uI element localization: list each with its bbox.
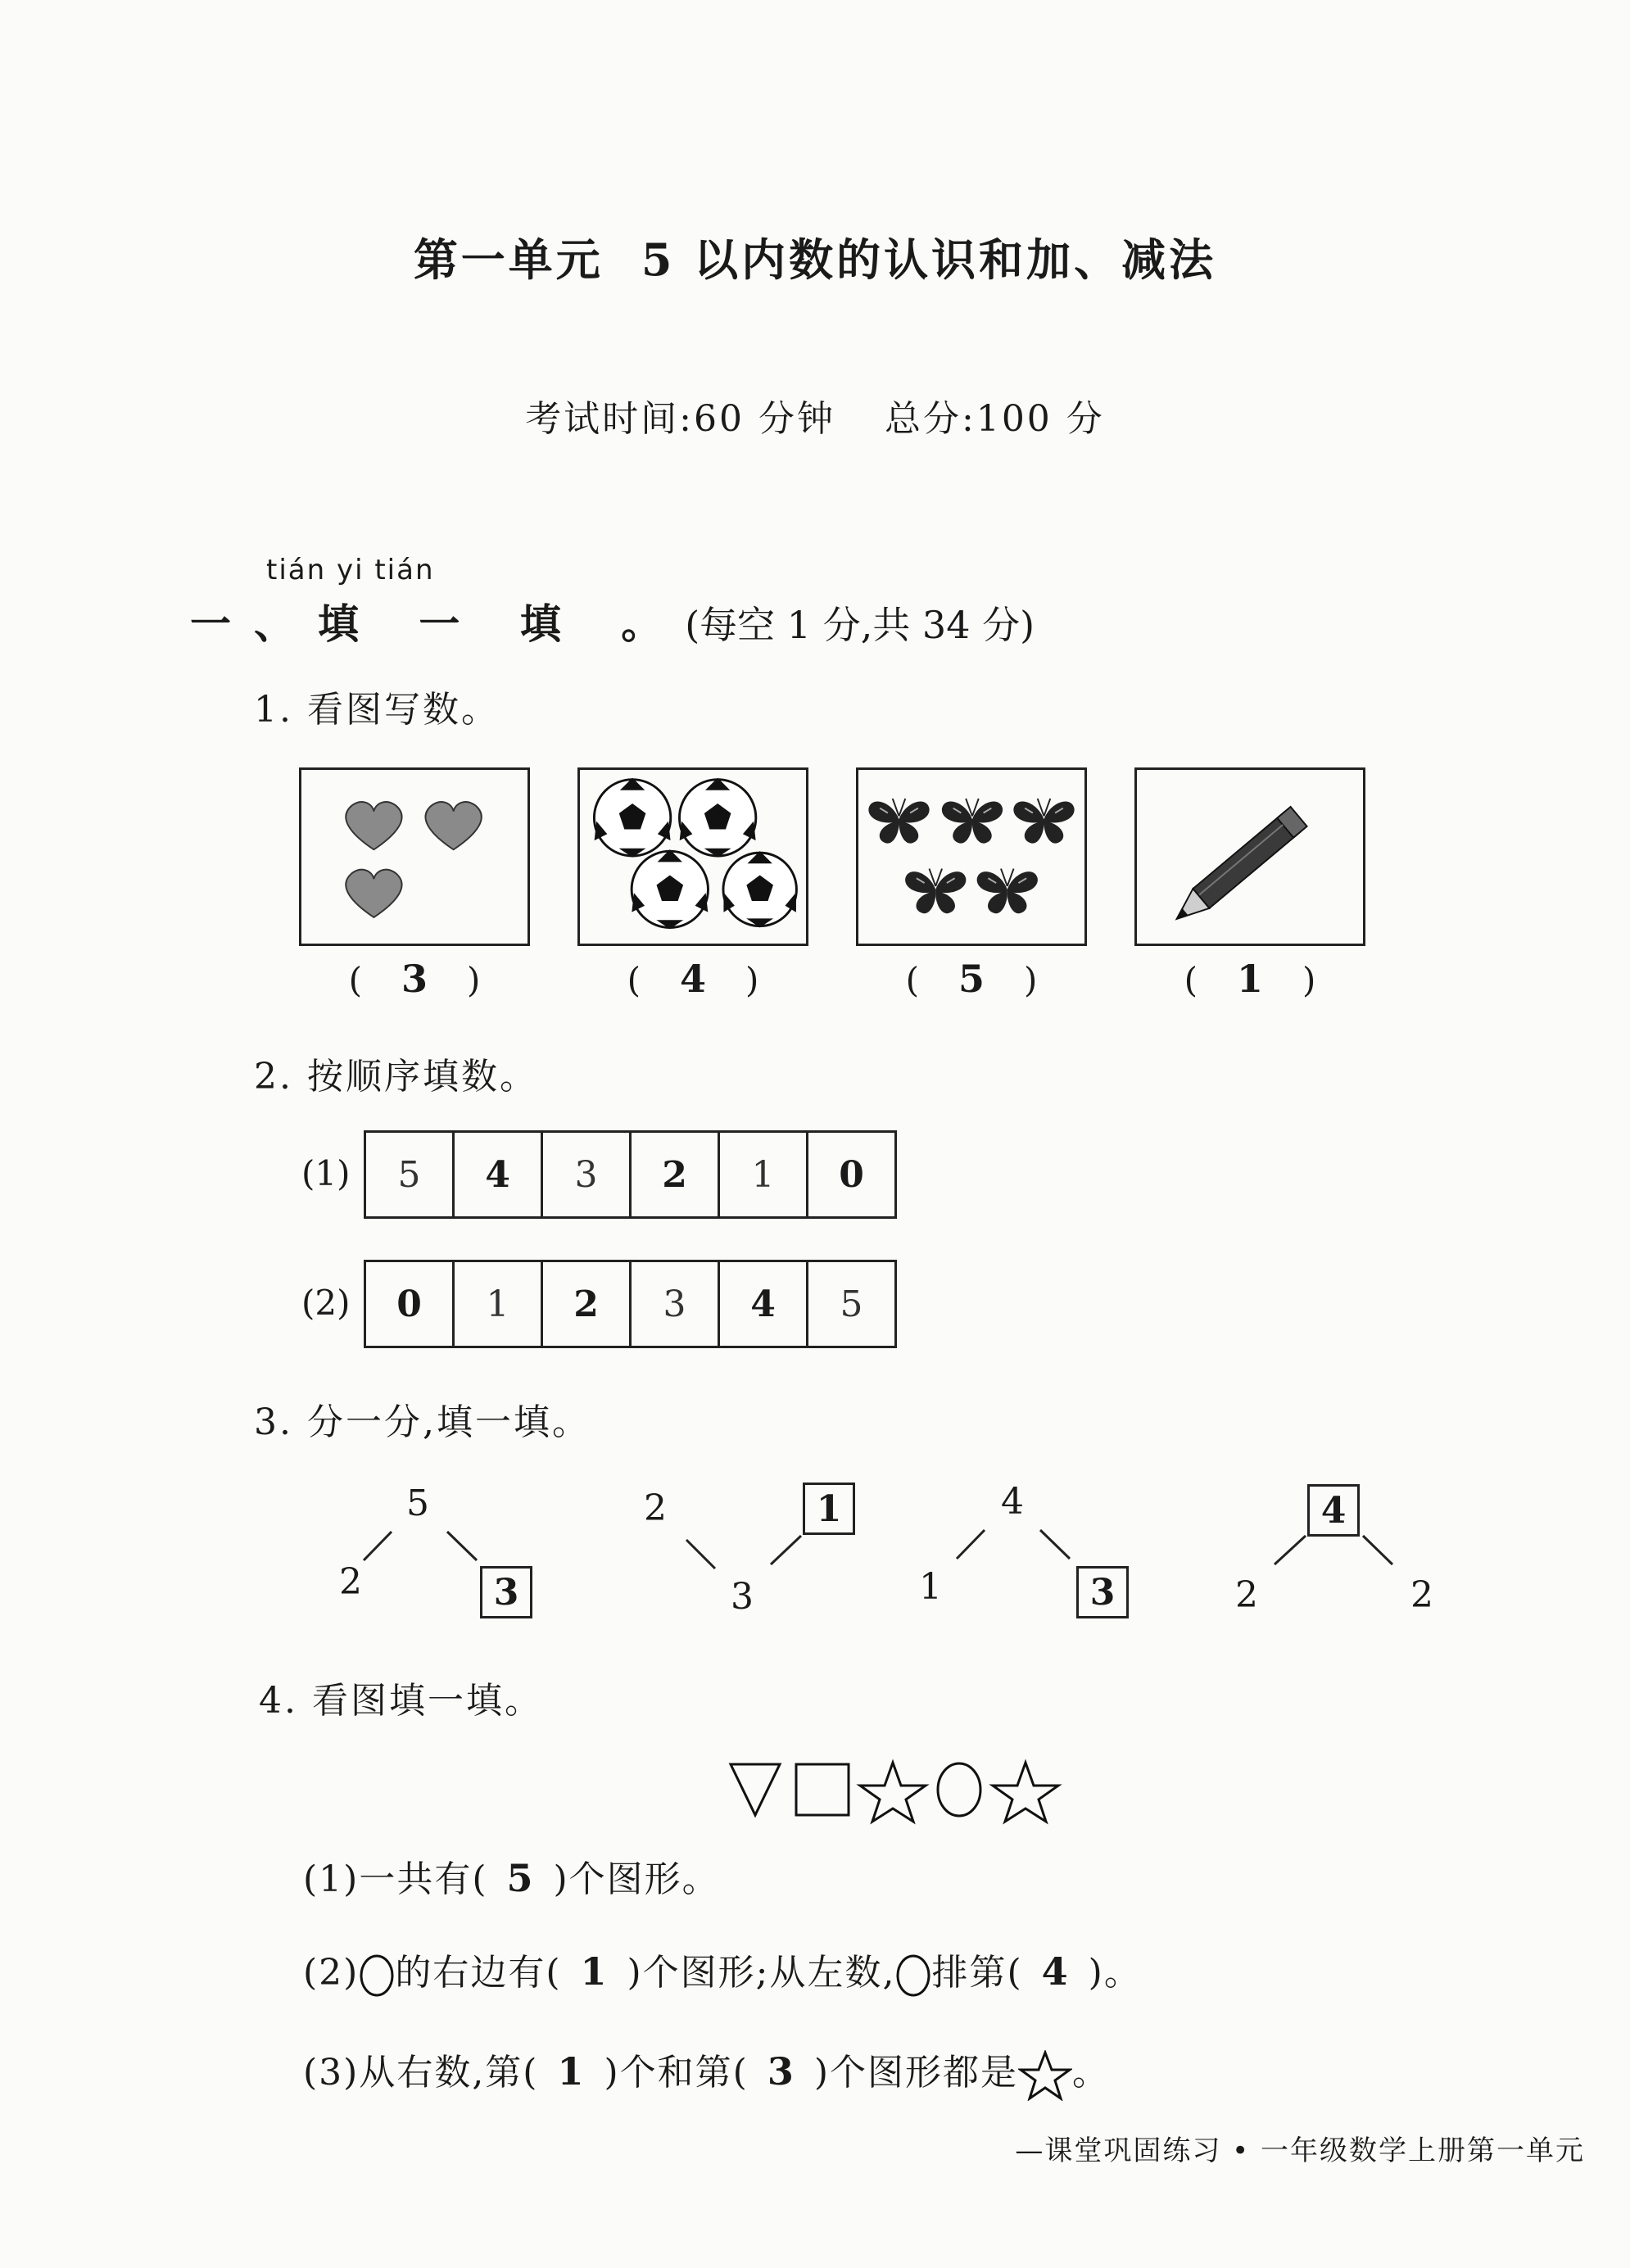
q2-row2-label: (2) — [301, 1283, 351, 1323]
q4-answer-2a: 1 — [580, 1949, 609, 1994]
q4-answer-3b: 3 — [767, 2049, 795, 2094]
sequence-cell: 2 — [543, 1262, 632, 1346]
sequence-cell: 5 — [840, 1283, 863, 1325]
exam-time: 考试时间:60 分钟 — [525, 398, 835, 440]
triangle-icon — [731, 1764, 780, 1815]
q3-label: 3. 分一分,填一填。 — [254, 1401, 591, 1443]
sequence-cell: 0 — [366, 1262, 455, 1346]
circle-icon — [938, 1763, 980, 1816]
section-points: (每空 1 分,共 34 分) — [685, 603, 1035, 647]
section-pinyin: tián yi tián — [266, 554, 435, 586]
sequence-cell: 4 — [455, 1133, 543, 1216]
page-footer: —课堂巩固练习 • 一年级数学上册第一单元 — [1015, 2134, 1585, 2167]
total-score: 总分:100 分 — [885, 398, 1105, 440]
sequence-cell: 3 — [632, 1262, 720, 1346]
section-heading-text: 一、填 一 填 。 — [190, 600, 686, 648]
sequence-cell: 0 — [839, 1153, 864, 1196]
sequence-cell: 1 — [455, 1262, 543, 1346]
bond-2-right: 3 — [731, 1576, 754, 1618]
bond-1-left: 2 — [339, 1561, 362, 1603]
sequence-cell: 2 — [632, 1133, 720, 1216]
bond-4-right: 2 — [1410, 1574, 1433, 1616]
q1-answer-4: ( 1 ) — [1184, 957, 1316, 1001]
q4-statement-3: (3)从右数,第( 1 )个和第( 3 )个图形都是 。 — [303, 2043, 1110, 2101]
square-icon — [796, 1764, 849, 1815]
q1-answer-3: ( 5 ) — [905, 957, 1038, 1001]
bond-2-left: 2 — [644, 1487, 667, 1529]
bond-4-top-answer: 4 — [1307, 1484, 1360, 1537]
q1-answer-2: ( 4 ) — [627, 957, 759, 1001]
q1-label: 1. 看图写数。 — [254, 689, 500, 731]
q2-row1-label: (1) — [301, 1153, 351, 1193]
q4-statement-1: (1)一共有( 5 )个图形。 — [303, 1856, 720, 1900]
title-topic: 5 以内数的认识和加、减法 — [641, 233, 1217, 286]
bond-4-left: 2 — [1235, 1574, 1258, 1616]
q2-label: 2. 按顺序填数。 — [254, 1056, 538, 1098]
bond-2-top-answer: 1 — [803, 1483, 855, 1535]
q4-answer-3a: 1 — [557, 2049, 586, 2094]
star-icon — [860, 1763, 926, 1822]
shape-row — [721, 1753, 1065, 1827]
sequence-cell: 3 — [543, 1133, 632, 1216]
star-icon — [993, 1763, 1058, 1822]
bond-3-right-answer: 3 — [1076, 1566, 1129, 1618]
circle-icon — [359, 1953, 395, 1998]
sequence-cell: 4 — [720, 1262, 808, 1346]
star-icon — [1018, 2050, 1072, 2101]
circle-icon — [895, 1953, 931, 1998]
q4-statement-2: (2) 的右边有( 1 )个图形;从左数, 排第( 4 )。 — [303, 1943, 1142, 1998]
bond-1-right-answer: 3 — [480, 1566, 532, 1618]
q4-label: 4. 看图填一填。 — [259, 1680, 543, 1722]
sequence-cell: 5 — [366, 1133, 455, 1216]
bond-1-top: 5 — [406, 1483, 429, 1524]
bond-3-top: 4 — [1001, 1481, 1024, 1523]
q1-answer-1: ( 3 ) — [348, 957, 481, 1001]
q4-answer-2b: 4 — [1041, 1949, 1070, 1994]
title-unit: 第一单元 — [413, 233, 604, 286]
bond-3-left: 1 — [919, 1566, 942, 1608]
sequence-cell: 1 — [720, 1133, 808, 1216]
q4-answer-1: 5 — [506, 1856, 535, 1900]
